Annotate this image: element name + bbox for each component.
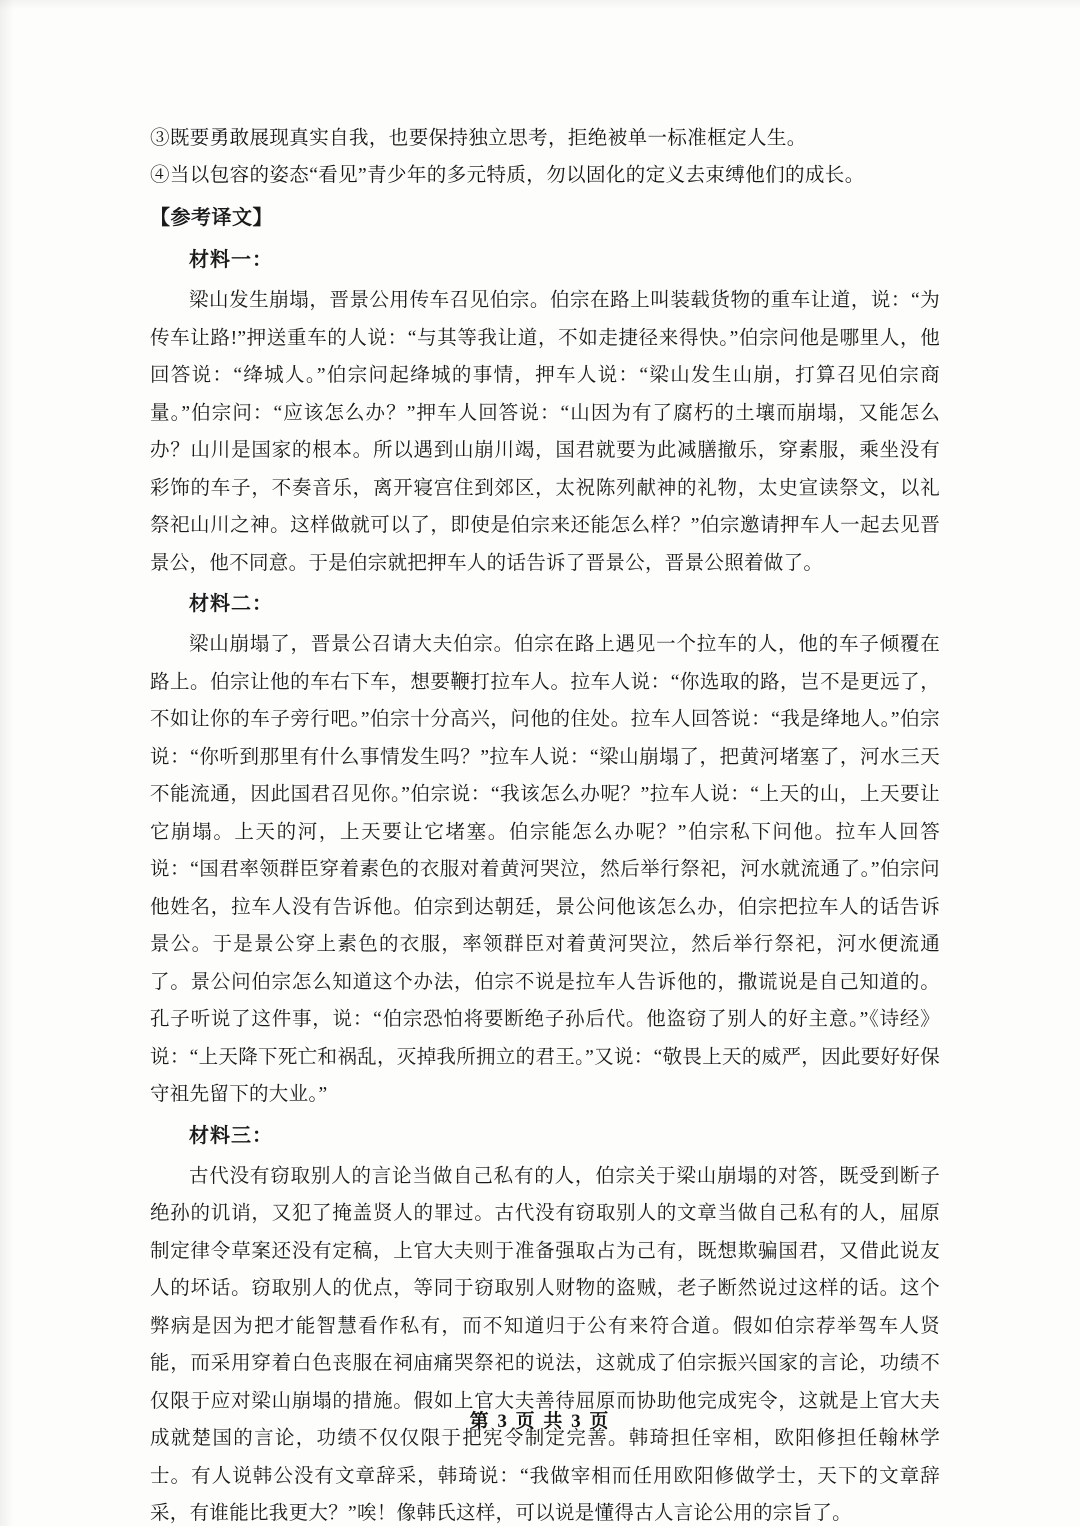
answer-point-3: ③既要勇敢展现真实自我，也要保持独立思考，拒绝被单一标准框定人生。 — [150, 128, 807, 149]
footer-total-pages: 3 — [571, 1411, 583, 1432]
footer-middle: 页 共 — [515, 1411, 565, 1432]
material-block-2 — [150, 584, 940, 1114]
material-2-heading: 材料二： — [189, 593, 273, 615]
material-block-1 — [150, 240, 940, 582]
answer-point-4: ④当以包容的姿态“看见”青少年的多元特质，勿以固化的定义去束缚他们的成长。 — [150, 165, 865, 186]
footer-prefix: 第 — [469, 1411, 491, 1432]
section-title-reference-translation: 【参考译文】 — [150, 207, 273, 229]
page-content — [150, 120, 940, 1533]
footer-suffix: 页 — [589, 1411, 611, 1432]
material-3-heading: 材料三： — [189, 1124, 273, 1147]
material-block-3 — [150, 1116, 940, 1533]
footer-current-page: 3 — [497, 1411, 509, 1432]
page-footer — [0, 1406, 1080, 1433]
material-2-paragraph: 梁山崩塌了，晋景公召请大夫伯宗。伯宗在路上遇见一个拉车的人，他的车子倾覆在路上。伯宗让他的车右下车，想要鞭打拉车人。拉车人说：“你选取的路，岂不是更远了，不如让你的车子旁行吧。”伯宗十分高兴，问他的住处。拉车人回答说：“我是绛地人。”伯宗说：“你听到那里有什么事情发生吗？”拉车人说：“梁山崩塌了，把黄河堵塞了，河水三天不能流通，因此国君召见你。”伯宗说：“我该怎么办呢？”拉车人说：“上天的山，上天要让它崩塌。上天的河，上天要让它堵塞。伯宗能怎么办呢？”伯宗私下问他。拉车人回答说：“国君率领群臣穿着素色的衣服对着黄河哭泣，然后举行祭祀，河水就流通了。”伯宗问他姓名，拉车人没有告诉他。伯宗到达朝廷，景公问他该怎么办，伯宗把拉车人的话告诉景公。于是景公穿上素色的衣服，率领群臣对着黄河哭泣，然后举行祭祀，河水便流通了。景公问伯宗怎么知道这个办法，伯宗不说是拉车人告诉他的，撒谎说是自己知道的。孔子听说了这件事，说：“伯宗恐怕将要断绝子孙后代。他盗窃了别人的好主意。”《诗经》说：“上天降下死亡和祸乱，灭掉我所拥立的君王。”又说：“敬畏上天的威严，因此要好好保守祖先留下的大业。” — [150, 634, 940, 1105]
material-1-paragraph: 梁山发生崩塌，晋景公用传车召见伯宗。伯宗在路上叫装载货物的重车让道，说：“为传车让路!”押送重车的人说：“与其等我让道，不如走捷径来得快。”伯宗问他是哪里人，他回答说：“绛城人。”伯宗问起绛城的事情，押车人说：“梁山发生山崩，打算召见伯宗商量。”伯宗问：“应该怎么办？”押车人回答说：“山因为有了腐朽的土壤而崩塌，又能怎么办？山川是国家的根本。所以遇到山崩川竭，国君就要为此减膳撤乐，穿素服，乘坐没有彩饰的车子，不奏音乐，离开寝宫住到郊区，太祝陈列献神的礼物，太史宣读祭文，以礼祭祀山川之神。这样做就可以了，即使是伯宗来还能怎么样？”伯宗邀请押车人一起去见晋景公，他不同意。于是伯宗就把押车人的话告诉了晋景公，晋景公照着做了。 — [150, 290, 940, 574]
page-edge-shadow-top — [0, 0, 1080, 10]
material-3-paragraph: 古代没有窃取别人的言论当做自己私有的人，伯宗关于梁山崩塌的对答，既受到断子绝孙的讥诮，又犯了掩盖贤人的罪过。古代没有窃取别人的文章当做自己私有的人，屈原制定律令草案还没有定稿，上官大夫则于准备强取占为己有，既想欺骗国君，又借此说友人的坏话。窃取别人的优点，等同于窃取别人财物的盗贼，老子断然说过这样的话。这个弊病是因为把才能智慧看作私有，而不知道归于公有来符合道。假如伯宗荐举驾车人贤能，而采用穿着白色丧服在祠庙痛哭祭祀的说法，这就成了伯宗振兴国家的言论，功绩不仅限于应对梁山崩塌的措施。假如上官大夫善待屈原而协助他完成宪令，这就是上官大夫成就楚国的言论，功绩不仅仅限于把宪令制定完善。韩琦担任宰相，欧阳修担任翰林学士。有人说韩公没有文章辞采，韩琦说：“我做宰相而任用欧阳修做学士，天下的文章辞采，有谁能比我更大？”唉！像韩氏这样，可以说是懂得古人言论公用的宗旨了。 — [150, 1165, 940, 1524]
page-edge-shadow-left — [0, 0, 14, 1526]
material-1-heading: 材料一： — [189, 249, 273, 271]
